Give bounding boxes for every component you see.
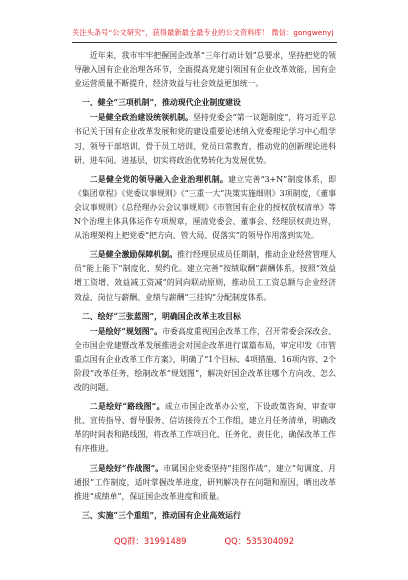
paragraph-6	[74, 462, 336, 504]
header-banner: 关注头条号“公文研究”，获得最新最全最专业的公文资料库！ 微信：gongwenyj	[72, 28, 334, 37]
section-heading-2: 二、绘好“三张蓝图”，明确国企改革主攻目标	[81, 311, 241, 321]
paragraph-4-lead: 一是绘好“规划图”。	[89, 326, 163, 336]
section-heading-3: 三、实施“三个重组”，推动国有企业高效运行	[81, 510, 241, 520]
paragraph-5-lead: 二是绘好“路线图”。	[89, 402, 165, 412]
paragraph-4-text: 市委高度重视国企改革工作，召开常委会深改会、全市国企党建暨改革发展推进会对国企改革进行谋篇布局，审定印发《市管重点国有企业改革工作方案》，明确了“1个目标、4项措施、16项内容、2个阶段”改革任务，绘制改革“规划图”，解决好国企改革往哪个方向改、怎么改的问题。	[74, 326, 337, 393]
paragraph-5-text: 成立市国企改革办公室，下设政策咨询、审查审批、宣传指导、督导服务、信访接待五个工作组，建立月任务清单，明确改革的时间表和路线图，将改革工作项目化、任务化、责任化，确保改革工作有序推进。	[74, 402, 336, 454]
paragraph-2	[74, 173, 336, 243]
paragraph-1-lead: 一是健全政治建设统领机制。	[89, 113, 193, 123]
paragraph-6-lead: 三是绘好“作战图”。	[89, 463, 164, 473]
paragraph-3-text: 推行经理层成员任期制，推动企业经营管理人员“能上能下”制度化、契约化。建立完善“按绩取酬”薪酬体系，按照“效益增工资增、效益减工资减”的同向联动原则，推动员工工资总额与企业经济效益、岗位与薪酬、业绩与薪酬“三挂钩”分配制度体系。	[74, 250, 336, 302]
paragraph-4	[74, 325, 336, 395]
paragraph-3-lead: 三是健全激励保障机制。	[89, 250, 178, 260]
qq-text: QQ：535304092	[224, 536, 295, 546]
paragraph-1-text: 坚持党委会“第一议题制度”，将习近平总书记关于国有企业改革发展和党的建设重要论述纳入党委理论学习中心组学习、领导干部培训、骨干员工培训、党员日常教育，推动党的创新理论进科研、进车间、进基层，切实将政治优势转化为发展优势。	[74, 113, 336, 165]
footer-contacts	[0, 535, 408, 547]
intro-paragraph: 近年来，我市牢牢把握国企改革“三年行动计划”总要求，坚持把党的领导融入国有企业治理各环节，全面提高党建引领国有企业改革效能，国有企业运营质量不断提升，经济效益与社会效益更加统一。	[74, 51, 336, 89]
paragraph-2-text: 建立完善“3+N”制度体系，即《集团章程》《党委议事规则》《“三重一大”决策实施细则》3项制度，《董事会议事规则》《总经理办公会议事规则》《市管国有企业的授权放权清单》等N个治理主体具体运作专项规章，厘清党委会、董事会、经理层权责边界，从治理架构上把党委“把方向、管大局、促落实”的领导作用落到实处。	[74, 174, 336, 241]
document-body	[74, 49, 336, 524]
paragraph-2-lead: 二是健全党的领导融入企业治理机制。	[89, 174, 229, 184]
header-divider	[72, 42, 337, 43]
paragraph-3	[74, 248, 336, 304]
qq-group-text: QQ群：31991489	[113, 536, 187, 546]
paragraph-5	[74, 400, 336, 456]
paragraph-6-text: 市属国企党委坚持“挂图作战”，建立“旬调度、月通报”工作制度，适时掌握改革进度，研判解决存在问题和原因，晒出改革推进“成绩单”，保证国企改革进度和质量。	[74, 463, 337, 501]
section-heading-1: 一、健全“三项机制”，推动现代企业制度建设	[81, 98, 241, 108]
paragraph-1	[74, 111, 336, 167]
